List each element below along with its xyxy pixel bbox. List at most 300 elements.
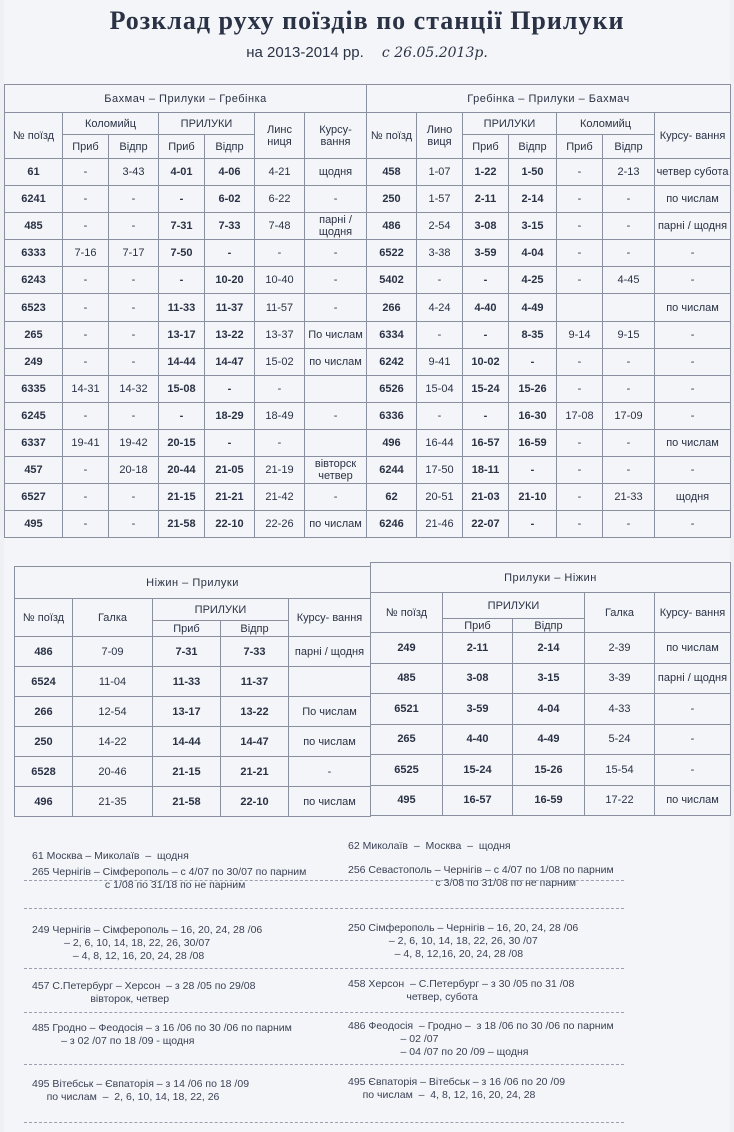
cell-kurs: - — [655, 457, 731, 484]
cell-k_vidpr: - — [109, 294, 159, 321]
sub-prib: Приб — [463, 135, 509, 159]
cell-l: 21-42 — [255, 484, 305, 511]
note-left: 457 С.Петербург – Херсон – з 28 /05 по 29/08 вівторок, четвер — [32, 980, 256, 1005]
cell-k_prib: - — [557, 186, 603, 213]
col-train: № поїзд — [15, 599, 73, 637]
cell-k_prib: - — [557, 429, 603, 456]
table-row — [367, 267, 731, 294]
table-row — [367, 429, 731, 456]
col-kursuvannia: Курсу- вання — [305, 113, 367, 159]
cell-p_prib: 4-40 — [443, 724, 513, 755]
table-row — [5, 402, 367, 429]
sub-prib: Приб — [153, 621, 221, 637]
note-right: 495 Євпаторія – Вітебськ – з 16 /06 по 20 /09 по числам – 4, 8, 12, 16, 20, 24, 28 — [348, 1076, 566, 1101]
section-title: Прилуки – Ніжин — [371, 563, 731, 593]
cell-p_prib: 11-33 — [153, 667, 221, 697]
table-row — [371, 694, 731, 725]
cell-train: 5402 — [367, 267, 417, 294]
table-row — [367, 402, 731, 429]
cell-k_prib: - — [557, 159, 603, 186]
cell-h: 7-09 — [73, 637, 153, 667]
col-train: № поїзд — [367, 113, 417, 159]
cell-p_prib: 7-50 — [159, 240, 205, 267]
cell-kurs: - — [655, 321, 731, 348]
table-row — [5, 429, 367, 456]
cell-train: 6243 — [5, 267, 63, 294]
cell-l: 15-02 — [255, 348, 305, 375]
cell-p_prib: 21-58 — [159, 511, 205, 538]
table-nizhyn-pryluky — [14, 566, 371, 817]
cell-k_vidpr: - — [109, 511, 159, 538]
table-row — [15, 727, 371, 757]
cell-p_vidpr: 21-10 — [509, 484, 557, 511]
note-left: 249 Чернігів – Сімферополь – 16, 20, 24, 28 /06 – 2, 6, 10, 14, 18, 22, 26, 30/07 – 4, 8, 12, 16, 20, 24, 28 /08 — [32, 924, 263, 962]
cell-k_prib: - — [557, 375, 603, 402]
cell-train: 6245 — [5, 402, 63, 429]
cell-k_vidpr: 9-15 — [603, 321, 655, 348]
cell-train: 6336 — [367, 402, 417, 429]
cell-l: 2-54 — [417, 213, 463, 240]
cell-train: 265 — [5, 321, 63, 348]
cell-train: 61 — [5, 159, 63, 186]
table-row — [371, 663, 731, 694]
cell-k_vidpr: 2-13 — [603, 159, 655, 186]
cell-p_prib: 18-11 — [463, 457, 509, 484]
cell-p_prib: 7-31 — [159, 213, 205, 240]
table-row — [15, 757, 371, 787]
note-left: 61 Москва – Миколаїв – щодня — [32, 850, 189, 862]
cell-k_vidpr: - — [603, 213, 655, 240]
cell-p_vidpr: 6-02 — [205, 186, 255, 213]
cell-l: 11-57 — [255, 294, 305, 321]
cell-kurs: - — [655, 402, 731, 429]
sub-prib: Приб — [63, 135, 109, 159]
cell-train: 458 — [367, 159, 417, 186]
cell-train: 6246 — [367, 511, 417, 538]
note-right: 486 Феодосія – Гродно – з 18 /06 по 30 /06 по парним – 02 /07 – 04 /07 по 20 /09 – щодня — [348, 1020, 614, 1058]
table-row — [5, 321, 367, 348]
cell-train: 6522 — [367, 240, 417, 267]
cell-p_vidpr: 3-15 — [509, 213, 557, 240]
cell-p_prib: 15-08 — [159, 375, 205, 402]
cell-l: 16-44 — [417, 429, 463, 456]
cell-train: 266 — [15, 697, 73, 727]
cell-kurs: - — [305, 267, 367, 294]
cell-train: 62 — [367, 484, 417, 511]
cell-k_prib: - — [63, 402, 109, 429]
cell-train: 457 — [5, 457, 63, 484]
cell-p_prib: 11-33 — [159, 294, 205, 321]
cell-p_prib: 4-40 — [463, 294, 509, 321]
cell-p_prib: 16-57 — [463, 429, 509, 456]
table-row — [15, 637, 371, 667]
cell-p_prib: 3-08 — [443, 663, 513, 694]
table-row — [367, 457, 731, 484]
cell-p_prib: 21-15 — [159, 484, 205, 511]
cell-k_prib: 9-14 — [557, 321, 603, 348]
cell-train: 495 — [371, 785, 443, 816]
note-left: 495 Вітебськ – Євпаторія – з 14 /06 по 18 /09 по числам – 2, 6, 10, 14, 18, 22, 26 — [32, 1078, 250, 1103]
cell-train: 249 — [5, 348, 63, 375]
cell-l: 21-19 — [255, 457, 305, 484]
cell-p_prib: 20-44 — [159, 457, 205, 484]
sub-prib: Приб — [159, 135, 205, 159]
sub-vidpr: Відпр — [205, 135, 255, 159]
cell-p_prib: 10-02 — [463, 348, 509, 375]
cell-p_vidpr: 21-21 — [221, 757, 289, 787]
cell-k_prib: - — [63, 294, 109, 321]
cell-kurs: - — [655, 375, 731, 402]
col-kursuvannia: Курсу- вання — [655, 113, 731, 159]
cell-p_vidpr: 2-14 — [513, 633, 585, 664]
cell-l: 18-49 — [255, 402, 305, 429]
cell-h: 5-24 — [585, 724, 655, 755]
sub-vidpr: Відпр — [603, 135, 655, 159]
cell-kurs: - — [655, 694, 731, 725]
note-right: 256 Севастополь – Чернігів – с 4/07 по 1/08 по парним с 3/08 по 31/08 по не парним — [348, 864, 614, 889]
cell-p_vidpr: 13-22 — [221, 697, 289, 727]
note-left: 485 Гродно – Феодосія – з 16 /06 по 30 /06 по парним – з 02 /07 по 18 /09 - щодня — [32, 1022, 292, 1047]
cell-train: 6241 — [5, 186, 63, 213]
cell-p_vidpr: 11-37 — [221, 667, 289, 697]
cell-l: - — [417, 267, 463, 294]
cell-k_prib: - — [557, 213, 603, 240]
note-right: 250 Сімферополь – Чернігів – 16, 20, 24, 28 /06 – 2, 6, 10, 14, 18, 22, 26, 30 /07 – 4, 8, 12,16, 20, 24, 28 /08 — [348, 922, 579, 960]
cell-h: 14-22 — [73, 727, 153, 757]
sub-vidpr: Відпр — [509, 135, 557, 159]
sub-prib: Приб — [557, 135, 603, 159]
sub-vidpr: Відпр — [109, 135, 159, 159]
cell-h: 15-54 — [585, 755, 655, 786]
cell-kurs: - — [305, 186, 367, 213]
cell-p_prib: 4-01 — [159, 159, 205, 186]
cell-p_vidpr: - — [509, 511, 557, 538]
cell-p_vidpr: 4-04 — [513, 694, 585, 725]
cell-k_prib: 7-16 — [63, 240, 109, 267]
cell-l: 3-38 — [417, 240, 463, 267]
cell-h: 2-39 — [585, 633, 655, 664]
cell-kurs: по числам — [305, 511, 367, 538]
cell-k_vidpr: 20-18 — [109, 457, 159, 484]
cell-p_prib: 13-17 — [159, 321, 205, 348]
sub-prib: Приб — [443, 619, 513, 633]
cell-p_prib: 14-44 — [153, 727, 221, 757]
cell-kurs: по числам — [289, 727, 371, 757]
cell-kurs — [305, 375, 367, 402]
cell-train: 266 — [367, 294, 417, 321]
cell-kurs: вівторск четвер — [305, 457, 367, 484]
cell-train: 485 — [5, 213, 63, 240]
cell-l: 9-41 — [417, 348, 463, 375]
cell-k_prib: - — [63, 321, 109, 348]
cell-train: 6333 — [5, 240, 63, 267]
cell-h: 11-04 — [73, 667, 153, 697]
cell-k_vidpr: - — [109, 186, 159, 213]
table-row — [5, 348, 367, 375]
cell-k_vidpr: - — [109, 402, 159, 429]
table-row — [5, 186, 367, 213]
cell-p_prib: 3-08 — [463, 213, 509, 240]
cell-train: 486 — [367, 213, 417, 240]
cell-kurs: щодня — [655, 484, 731, 511]
cell-p_prib: - — [463, 267, 509, 294]
cell-p_vidpr: 13-22 — [205, 321, 255, 348]
cell-p_vidpr: 16-59 — [513, 785, 585, 816]
cell-kurs — [289, 667, 371, 697]
cell-kurs: по числам — [655, 785, 731, 816]
cell-l: 17-50 — [417, 457, 463, 484]
cell-p_prib: 2-11 — [463, 186, 509, 213]
cell-h: 21-35 — [73, 787, 153, 817]
cell-k_prib: - — [557, 511, 603, 538]
cell-p_prib: - — [159, 186, 205, 213]
cell-train: 6335 — [5, 375, 63, 402]
cell-train: 6244 — [367, 457, 417, 484]
cell-p_vidpr: 4-49 — [513, 724, 585, 755]
table-row — [5, 484, 367, 511]
cell-kurs: - — [655, 267, 731, 294]
note-left: 265 Чернігів – Сімферополь – с 4/07 по 30/07 по парним с 1/08 по 31/18 по не парним — [32, 866, 307, 891]
cell-k_vidpr: - — [109, 321, 159, 348]
cell-k_prib: - — [63, 457, 109, 484]
cell-kurs: по числам — [289, 787, 371, 817]
cell-l: 1-07 — [417, 159, 463, 186]
cell-p_vidpr: 14-47 — [205, 348, 255, 375]
cell-p_vidpr: 21-21 — [205, 484, 255, 511]
cell-kurs: - — [655, 240, 731, 267]
cell-k_vidpr: - — [109, 348, 159, 375]
cell-l: 4-21 — [255, 159, 305, 186]
cell-kurs: парні / щодня — [655, 213, 731, 240]
cell-l: 13-37 — [255, 321, 305, 348]
table-row — [371, 755, 731, 786]
cell-l: 10-40 — [255, 267, 305, 294]
cell-p_vidpr: 4-06 — [205, 159, 255, 186]
schedule-sheet — [4, 0, 730, 1132]
table-pryluky-nizhyn — [370, 562, 731, 816]
cell-train: 6525 — [371, 755, 443, 786]
cell-k_prib: - — [557, 457, 603, 484]
cell-p_prib: 2-11 — [443, 633, 513, 664]
cell-h: 4-33 — [585, 694, 655, 725]
col-pryluky: ПРИЛУКИ — [159, 113, 255, 135]
cell-l: - — [255, 240, 305, 267]
page-subtitle — [4, 44, 730, 61]
handwritten-date: с 26.05.2013р. — [381, 45, 488, 61]
cell-p_vidpr: - — [205, 429, 255, 456]
cell-kurs: По числам — [289, 697, 371, 727]
cell-k_prib: - — [63, 213, 109, 240]
cell-train: 485 — [371, 663, 443, 694]
cell-kurs: парні / щодня — [655, 663, 731, 694]
cell-p_vidpr: 11-37 — [205, 294, 255, 321]
cell-k_vidpr: 21-33 — [603, 484, 655, 511]
cell-k_prib: - — [557, 348, 603, 375]
cell-l: 7-48 — [255, 213, 305, 240]
table-row — [367, 348, 731, 375]
cell-kurs: парні / щодня — [289, 637, 371, 667]
cell-train: 6242 — [367, 348, 417, 375]
cell-p_prib: - — [463, 321, 509, 348]
cell-k_vidpr: 19-42 — [109, 429, 159, 456]
cell-train: 496 — [15, 787, 73, 817]
cell-p_vidpr: 15-26 — [513, 755, 585, 786]
cell-k_vidpr: - — [603, 511, 655, 538]
cell-p_prib: 16-57 — [443, 785, 513, 816]
cell-kurs — [305, 429, 367, 456]
page-title: Розклад руху поїздів по станції Прилуки — [109, 6, 625, 35]
col-pryluky: ПРИЛУКИ — [443, 593, 585, 619]
cell-train: 6528 — [15, 757, 73, 787]
col-halka: Галка — [73, 599, 153, 637]
col-train: № поїзд — [371, 593, 443, 633]
cell-p_vidpr: 14-47 — [221, 727, 289, 757]
cell-train: 6337 — [5, 429, 63, 456]
cell-p_prib: - — [159, 402, 205, 429]
cell-train: 6526 — [367, 375, 417, 402]
section-title: Ніжин – Прилуки — [15, 567, 371, 599]
cell-kurs: по числам — [655, 633, 731, 664]
cell-p_vidpr: 16-30 — [509, 402, 557, 429]
table-row — [367, 375, 731, 402]
period-text: на 2013-2014 рр. — [246, 44, 364, 61]
cell-k_vidpr: 7-17 — [109, 240, 159, 267]
cell-k_prib: - — [63, 267, 109, 294]
table-row — [367, 294, 731, 321]
cell-p_prib: 21-15 — [153, 757, 221, 787]
cell-k_vidpr: - — [603, 348, 655, 375]
cell-k_vidpr: - — [109, 267, 159, 294]
table-row — [5, 267, 367, 294]
cell-p_vidpr: 1-50 — [509, 159, 557, 186]
cell-p_vidpr: 22-10 — [221, 787, 289, 817]
cell-k_prib: 17-08 — [557, 402, 603, 429]
cell-kurs: - — [305, 240, 367, 267]
cell-l: 4-24 — [417, 294, 463, 321]
table-row — [5, 294, 367, 321]
cell-p_vidpr: - — [205, 240, 255, 267]
cell-p_prib: 1-22 — [463, 159, 509, 186]
cell-train: 249 — [371, 633, 443, 664]
cell-train: 250 — [367, 186, 417, 213]
cell-p_vidpr: 4-25 — [509, 267, 557, 294]
cell-p_vidpr: 2-14 — [509, 186, 557, 213]
cell-h: 20-46 — [73, 757, 153, 787]
cell-k_vidpr: - — [603, 429, 655, 456]
cell-k_prib: - — [557, 267, 603, 294]
cell-p_vidpr: 4-04 — [509, 240, 557, 267]
cell-k_prib: 19-41 — [63, 429, 109, 456]
cell-k_prib: - — [63, 511, 109, 538]
table-row — [5, 457, 367, 484]
col-pryluky: ПРИЛУКИ — [153, 599, 289, 621]
cell-h: 12-54 — [73, 697, 153, 727]
table-row — [367, 159, 731, 186]
cell-h: 3-39 — [585, 663, 655, 694]
divider — [24, 968, 624, 969]
divider — [24, 1122, 624, 1123]
sub-vidpr: Відпр — [513, 619, 585, 633]
table-row — [371, 724, 731, 755]
cell-train: 6521 — [371, 694, 443, 725]
table-row — [5, 159, 367, 186]
col-halka: Галка — [585, 593, 655, 633]
cell-l: 22-26 — [255, 511, 305, 538]
cell-p_prib: 21-03 — [463, 484, 509, 511]
divider — [24, 908, 624, 909]
table-row — [371, 633, 731, 664]
cell-k_vidpr: - — [603, 186, 655, 213]
cell-l: 1-57 — [417, 186, 463, 213]
cell-k_prib: - — [557, 240, 603, 267]
cell-k_vidpr — [603, 294, 655, 321]
cell-l: - — [255, 375, 305, 402]
cell-l: 21-46 — [417, 511, 463, 538]
cell-l: 20-51 — [417, 484, 463, 511]
col-kursuvannia: Курсу- вання — [655, 593, 731, 633]
col-kolomyits: Коломийц — [557, 113, 655, 135]
cell-p_prib: 15-24 — [463, 375, 509, 402]
cell-p_vidpr: 21-05 — [205, 457, 255, 484]
table-row — [367, 321, 731, 348]
col-pryluky: ПРИЛУКИ — [463, 113, 557, 135]
table-row — [367, 511, 731, 538]
cell-kurs: - — [655, 724, 731, 755]
cell-kurs: по числам — [655, 294, 731, 321]
cell-kurs: по числам — [305, 348, 367, 375]
sub-vidpr: Відпр — [221, 621, 289, 637]
col-train: № поїзд — [5, 113, 63, 159]
cell-p_prib: 3-59 — [463, 240, 509, 267]
table-row — [371, 785, 731, 816]
col-kolomyits: Коломийц — [63, 113, 159, 135]
cell-kurs: четвер субота — [655, 159, 731, 186]
cell-kurs: По числам — [305, 321, 367, 348]
cell-kurs: - — [655, 755, 731, 786]
cell-k_prib: - — [63, 186, 109, 213]
cell-kurs: - — [305, 484, 367, 511]
cell-kurs: по числам — [655, 186, 731, 213]
cell-k_vidpr: 3-43 — [109, 159, 159, 186]
note-right: 62 Миколаїв – Москва – щодня — [348, 840, 511, 852]
cell-k_vidpr: 17-09 — [603, 402, 655, 429]
cell-k_vidpr: 4-45 — [603, 267, 655, 294]
cell-l: 15-04 — [417, 375, 463, 402]
cell-p_vidpr: - — [509, 348, 557, 375]
col-lynovytsia: Лино виця — [417, 113, 463, 159]
table-bakhmach-hrebinka — [4, 84, 367, 538]
cell-k_prib — [557, 294, 603, 321]
cell-kurs: парні / щодня — [305, 213, 367, 240]
cell-k_vidpr: - — [109, 484, 159, 511]
cell-k_vidpr: - — [603, 240, 655, 267]
cell-p_vidpr: 10-20 — [205, 267, 255, 294]
cell-train: 250 — [15, 727, 73, 757]
cell-p_vidpr: 22-10 — [205, 511, 255, 538]
cell-kurs: - — [655, 348, 731, 375]
section-title: Гребінка – Прилуки – Бахмач — [367, 85, 731, 113]
cell-k_prib: - — [63, 484, 109, 511]
cell-p_vidpr: 7-33 — [221, 637, 289, 667]
cell-kurs: - — [289, 757, 371, 787]
table-row — [367, 186, 731, 213]
cell-k_vidpr: 14-32 — [109, 375, 159, 402]
cell-kurs: - — [305, 294, 367, 321]
cell-train: 6334 — [367, 321, 417, 348]
cell-train: 6523 — [5, 294, 63, 321]
cell-l: - — [417, 402, 463, 429]
cell-l: - — [255, 429, 305, 456]
